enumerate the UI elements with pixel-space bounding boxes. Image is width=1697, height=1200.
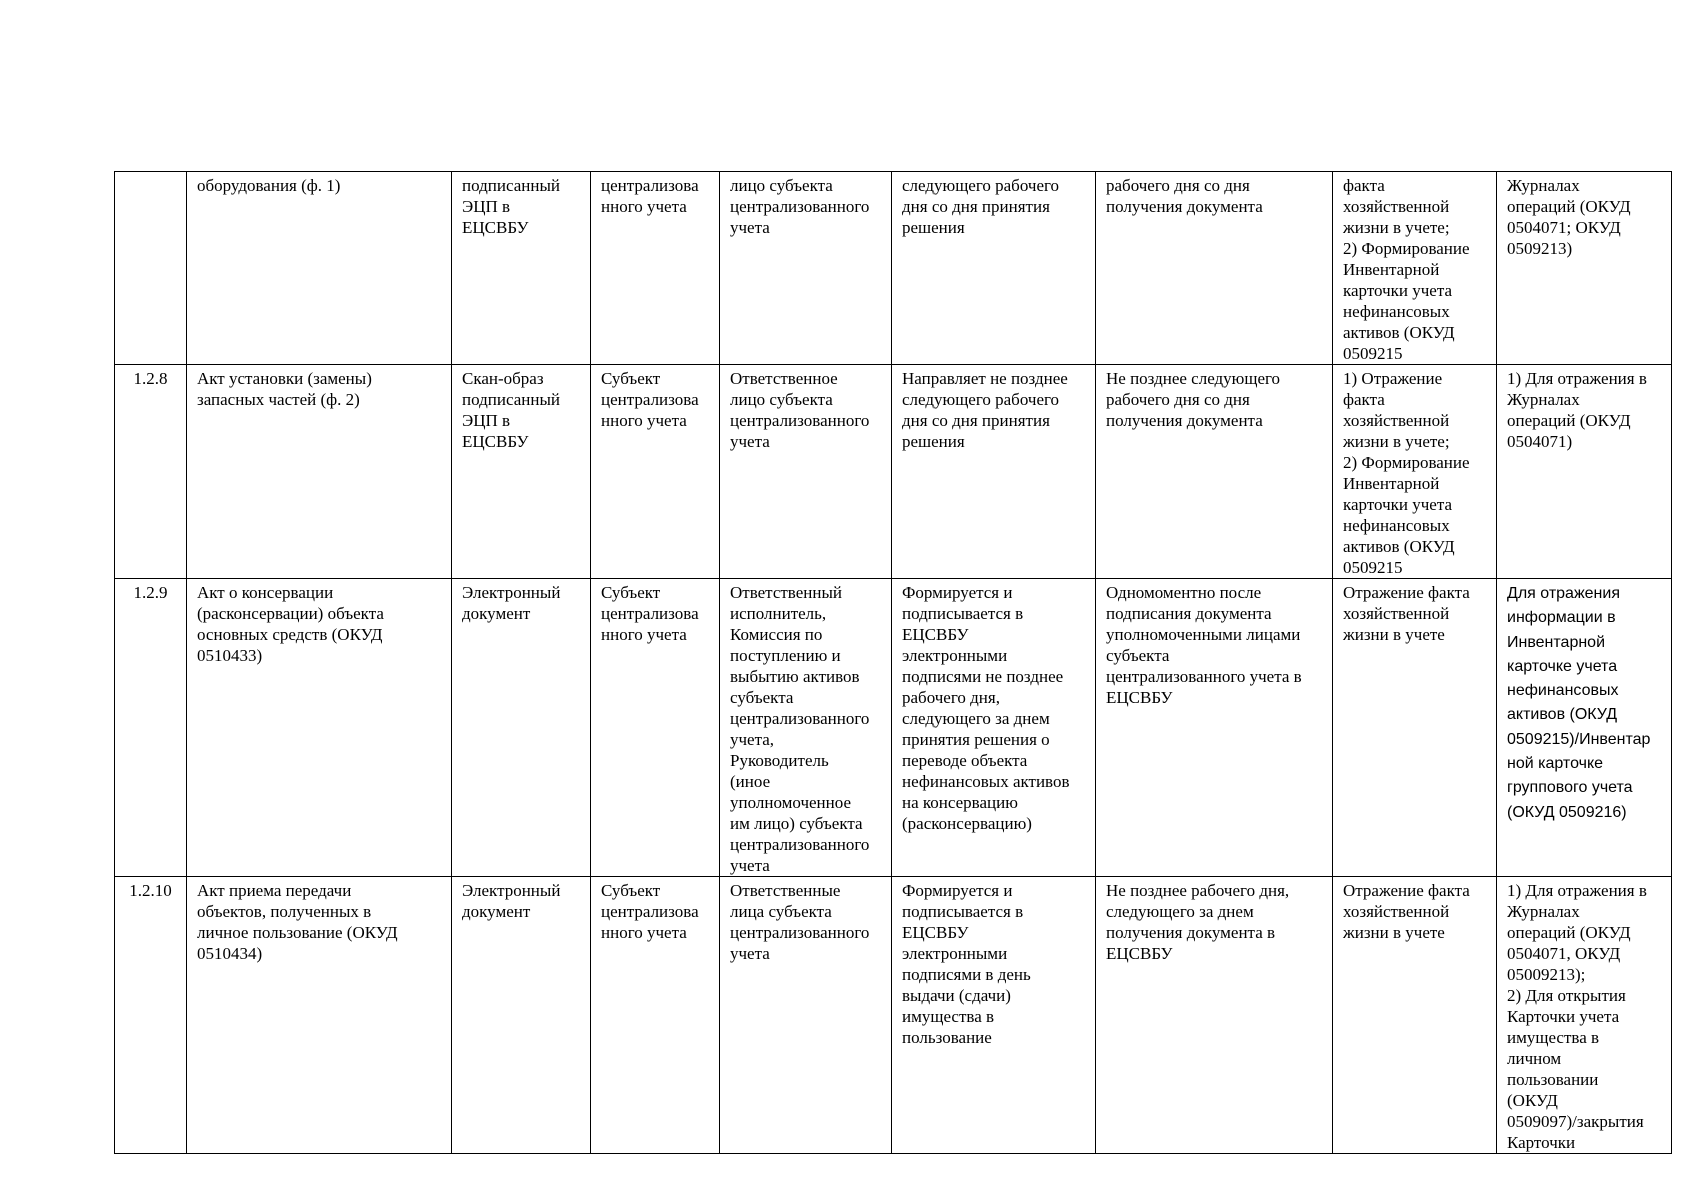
document-name-cell: Акт установки (замены) запасных частей (ф. 2) <box>187 365 452 579</box>
creator-cell: централизова нного учета <box>591 172 720 365</box>
document-form-cell: Скан-образ подписанный ЭЦП в ЕЦСВБУ <box>452 365 591 579</box>
table-row <box>115 877 1672 1154</box>
register-cell: 1) Для отражения в Журналах операций (ОКУД 0504071, ОКУД 05009213); 2) Для открытия Карточки учета имущества в личном пользовании (ОКУД 0509097)/закрытия Карточки <box>1497 877 1672 1154</box>
register-cell: Для отражения информации в Инвентарной карточке учета нефинансовых активов (ОКУД 0509215)/Инвентар ной карточке группового учета (ОКУД 0509216) <box>1497 579 1672 877</box>
processing-deadline-cell: Одномоментно после подписания документа уполномоченными лицами субъекта централизованного учета в ЕЦСВБУ <box>1096 579 1333 877</box>
responsible-person-cell: Ответственное лицо субъекта централизованного учета <box>720 365 892 579</box>
row-number: 1.2.10 <box>115 877 187 1154</box>
table-row <box>115 172 1672 365</box>
action-cell: факта хозяйственной жизни в учете; 2) Формирование Инвентарной карточки учета нефинансовых активов (ОКУД 0509215 <box>1333 172 1497 365</box>
responsible-person-cell: лицо субъекта централизованного учета <box>720 172 892 365</box>
register-cell: Журналах операций (ОКУД 0504071; ОКУД 0509213) <box>1497 172 1672 365</box>
responsible-person-cell: Ответственные лица субъекта централизованного учета <box>720 877 892 1154</box>
register-cell: 1) Для отражения в Журналах операций (ОКУД 0504071) <box>1497 365 1672 579</box>
row-number <box>115 172 187 365</box>
document-form-cell: Электронный документ <box>452 579 591 877</box>
table-row <box>115 579 1672 877</box>
processing-deadline-cell: Не позднее рабочего дня, следующего за днем получения документа в ЕЦСВБУ <box>1096 877 1333 1154</box>
processing-deadline-cell: Не позднее следующего рабочего дня со дня получения документа <box>1096 365 1333 579</box>
table-row <box>115 365 1672 579</box>
document-table <box>114 171 1672 1154</box>
action-cell: Отражение факта хозяйственной жизни в учете <box>1333 877 1497 1154</box>
row-number: 1.2.8 <box>115 365 187 579</box>
document-form-cell: Электронный документ <box>452 877 591 1154</box>
submission-deadline-cell: Направляет не позднее следующего рабочего дня со дня принятия решения <box>892 365 1096 579</box>
document-name-cell: Акт приема передачи объектов, полученных в личное пользование (ОКУД 0510434) <box>187 877 452 1154</box>
submission-deadline-cell: Формируется и подписывается в ЕЦСВБУ электронными подписями в день выдачи (сдачи) имущества в пользование <box>892 877 1096 1154</box>
document-form-cell: подписанный ЭЦП в ЕЦСВБУ <box>452 172 591 365</box>
document-name-cell: Акт о консервации (расконсервации) объекта основных средств (ОКУД 0510433) <box>187 579 452 877</box>
row-number: 1.2.9 <box>115 579 187 877</box>
document-name-cell: оборудования (ф. 1) <box>187 172 452 365</box>
action-cell: 1) Отражение факта хозяйственной жизни в учете; 2) Формирование Инвентарной карточки учета нефинансовых активов (ОКУД 0509215 <box>1333 365 1497 579</box>
creator-cell: Субъект централизова нного учета <box>591 365 720 579</box>
responsible-person-cell: Ответственный исполнитель, Комиссия по поступлению и выбытию активов субъекта централизованного учета, Руководитель (иное уполномоченное им лицо) субъекта централизованного учета <box>720 579 892 877</box>
submission-deadline-cell: следующего рабочего дня со дня принятия решения <box>892 172 1096 365</box>
creator-cell: Субъект централизова нного учета <box>591 579 720 877</box>
processing-deadline-cell: рабочего дня со дня получения документа <box>1096 172 1333 365</box>
action-cell: Отражение факта хозяйственной жизни в учете <box>1333 579 1497 877</box>
creator-cell: Субъект централизова нного учета <box>591 877 720 1154</box>
submission-deadline-cell: Формируется и подписывается в ЕЦСВБУ электронными подписями не позднее рабочего дня, следующего за днем принятия решения о переводе объекта нефинансовых активов на консервацию (расконсервацию) <box>892 579 1096 877</box>
